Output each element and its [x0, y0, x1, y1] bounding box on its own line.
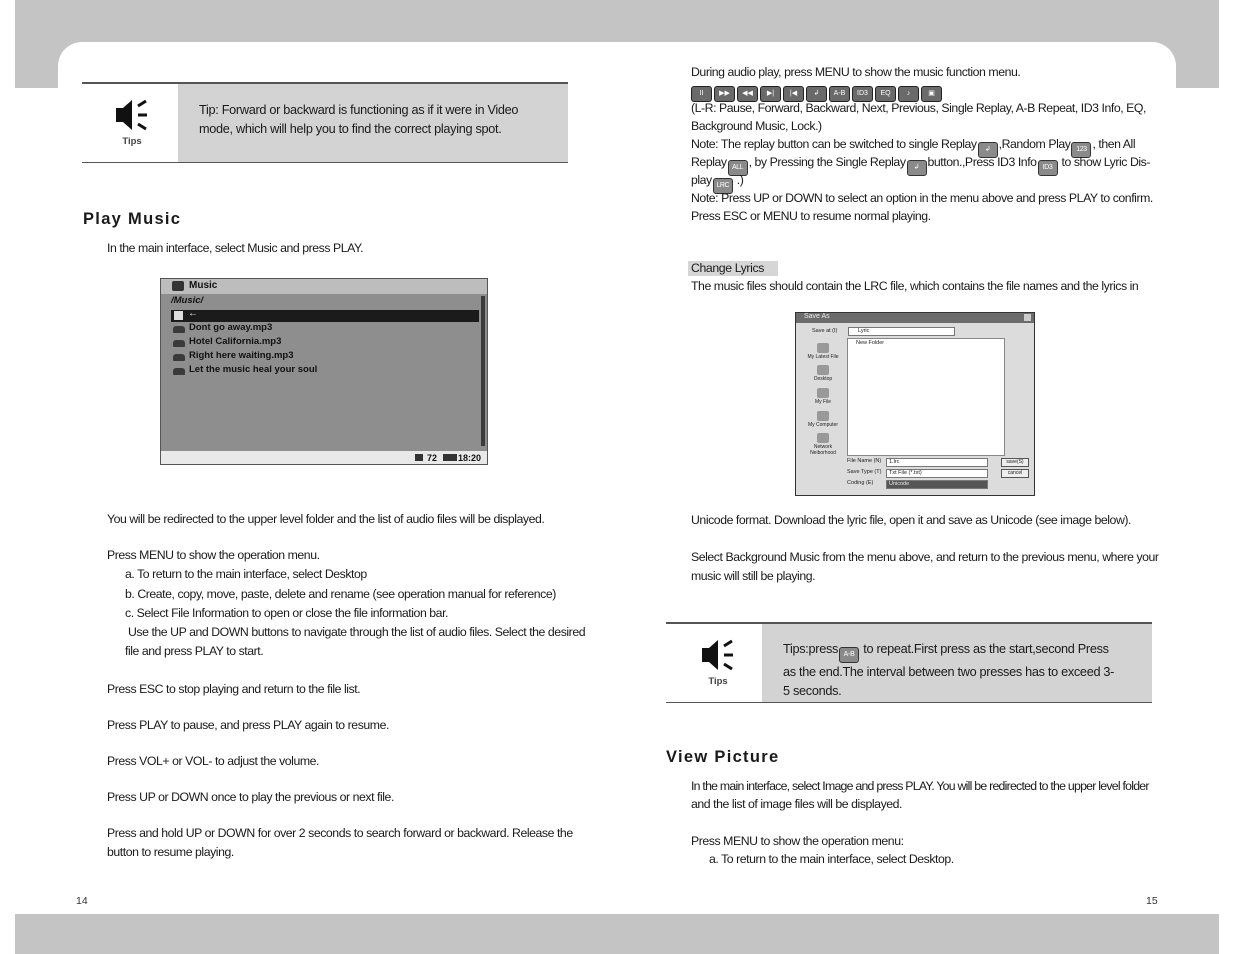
tip-text: [199, 101, 518, 139]
text-run: Tips:press: [783, 642, 839, 656]
coding-value: Unicode: [889, 481, 910, 487]
menu-item-c: c. Select File Information to open or close the file information bar.: [125, 606, 449, 620]
id3-info-icon: ID3: [1038, 160, 1058, 176]
volume-icon: [415, 454, 423, 461]
next-icon: ▶|: [760, 86, 781, 102]
text-run: ,Random Play: [998, 137, 1071, 151]
file-row: Right here waiting.mp3: [189, 350, 294, 361]
coding-label: Coding (E): [847, 480, 874, 486]
paragraph: file and press PLAY to start.: [125, 644, 264, 658]
paragraph: Background Music, Lock.): [691, 119, 822, 133]
tip-line-1: [783, 640, 1114, 663]
selected-row: [171, 310, 479, 322]
place-label: My Computer: [807, 422, 838, 428]
section-heading-view-picture: View Picture: [666, 748, 780, 766]
folder-up-icon: [174, 311, 183, 320]
file-name-value: 1.lrc: [889, 459, 900, 465]
paragraph: Press UP or DOWN once to play the previous or next file.: [107, 790, 394, 804]
menu-item-a: a. To return to the main interface, select Desktop: [125, 567, 367, 581]
single-replay-icon: ↲: [806, 86, 827, 102]
speaker-icon: [112, 96, 152, 147]
place-item: [803, 411, 843, 428]
single-replay-icon: ↲: [978, 142, 998, 158]
pause-icon: II: [691, 86, 712, 102]
audio-file-icon: [173, 326, 185, 333]
eq-icon: EQ: [875, 86, 896, 102]
place-item: [803, 433, 843, 456]
save-type-label: Save Type (T): [847, 469, 882, 475]
id3-info-icon: ID3: [852, 86, 873, 102]
file-name-field: [886, 458, 988, 467]
place-label: Desktop: [813, 376, 833, 382]
text-run: button.,Press ID3 Info: [927, 155, 1037, 169]
backward-icon: ◀◀: [737, 86, 758, 102]
place-item: [803, 365, 843, 382]
forward-icon: ▶▶: [714, 86, 735, 102]
text-run: .): [733, 173, 744, 187]
save-as-dialog-screenshot: [795, 312, 1035, 496]
paragraph: and the list of image files will be displayed.: [691, 797, 903, 811]
new-folder-item: New Folder: [856, 340, 885, 346]
text-run: , by Pressing the Single Replay: [748, 155, 906, 169]
recent-icon: [817, 343, 829, 353]
volume-readout: 72: [426, 453, 437, 463]
desktop-icon: [817, 365, 829, 375]
previous-icon: |◀: [783, 86, 804, 102]
paragraph: music will still be playing.: [691, 569, 816, 583]
paragraph: Note: Press UP or DOWN to select an option in the menu above and press PLAY to confirm.: [691, 191, 1153, 205]
place-label: My Latest File: [807, 354, 839, 360]
folder-value: Lyric: [858, 328, 870, 334]
scrollbar: [481, 296, 485, 446]
back-arrow-icon: ←: [188, 308, 198, 319]
paragraph: [691, 153, 1150, 176]
paragraph: Press and hold UP or DOWN for over 2 seconds to search forward or backward. Release the: [107, 826, 573, 840]
music-screenshot: [160, 278, 488, 465]
file-name-label: File Name (N): [847, 458, 882, 464]
text-run: to repeat.First press as the start,second Press: [860, 642, 1109, 656]
tip-line-2: as the end.The interval between two presses has to exceed 3-: [783, 665, 1115, 679]
paragraph: Press ESC to stop playing and return to the file list.: [107, 682, 361, 696]
paragraph: Press ESC or MENU to resume normal playing.: [691, 209, 931, 223]
network-icon: [817, 433, 829, 443]
file-list-area: [847, 338, 1005, 456]
place-item: [803, 388, 843, 405]
lrc-icon: LRC: [713, 178, 733, 194]
status-bar: [161, 451, 487, 464]
tip-line-3: 5 seconds.: [783, 684, 842, 698]
paragraph: Press MENU to show the operation menu:: [691, 834, 904, 848]
documents-icon: [817, 388, 829, 398]
place-label: My File: [814, 399, 832, 405]
change-lyrics-label: Change Lyrics: [688, 261, 778, 276]
save-in-label: Save at (I): [812, 328, 838, 334]
save-button: save(S): [1001, 458, 1029, 467]
time-readout: 18:20: [457, 453, 481, 463]
section-heading-play-music: Play Music: [83, 210, 182, 228]
audio-file-icon: [173, 340, 185, 347]
paragraph: (L-R: Pause, Forward, Backward, Next, Previous, Single Replay, A-B Repeat, ID3 Info, EQ,: [691, 101, 1146, 115]
tip-box: [82, 82, 568, 163]
text-run: Note: The replay button can be switched to single Replay: [691, 137, 977, 151]
place-item: [803, 343, 843, 360]
paragraph: The music files should contain the LRC file, which contains the file names and the lyrics in: [691, 279, 1139, 293]
paragraph: Press VOL+ or VOL- to adjust the volume.: [107, 754, 319, 768]
text-run: to show Lyric Dis-: [1058, 155, 1151, 169]
screenshot-path: /Music/: [171, 295, 204, 306]
place-label: Network Neiborhood: [810, 444, 836, 456]
paragraph: Unicode format. Download the lyric file, open it and save as Unicode (see image below).: [691, 513, 1131, 527]
music-note-icon: [172, 281, 184, 291]
speaker-glyph: [698, 636, 738, 676]
battery-icon: [443, 454, 457, 461]
tip-line-2: mode, which will help you to find the correct playing spot.: [199, 122, 502, 136]
file-row: Hotel California.mp3: [189, 336, 282, 347]
paragraph: Press MENU to show the operation menu.: [107, 548, 320, 562]
background-music-icon: ♪: [898, 86, 919, 102]
tip-box: [666, 622, 1152, 703]
paragraph: During audio play, press MENU to show the music function menu.: [691, 65, 1021, 79]
page-number-right: 15: [1146, 895, 1158, 907]
file-row: Let the music heal your soul: [189, 364, 318, 375]
text-run: Replay: [691, 155, 727, 169]
audio-file-icon: [173, 354, 185, 361]
text-run: play: [691, 173, 712, 187]
bottom-gray-band: [15, 914, 1219, 954]
all-replay-icon: ALL: [728, 160, 748, 176]
paragraph: In the main interface, select Music and press PLAY.: [107, 241, 364, 255]
tips-label: Tips: [708, 676, 728, 687]
paragraph: a. To return to the main interface, select Desktop.: [709, 852, 954, 866]
paragraph: button to resume playing.: [107, 845, 234, 859]
audio-file-icon: [173, 368, 185, 375]
paragraph: You will be redirected to the upper level folder and the list of audio files will be displayed.: [107, 512, 545, 526]
tip-text: [783, 640, 1114, 701]
screenshot-title: Music: [189, 280, 218, 291]
single-replay-icon: ↲: [907, 160, 927, 176]
random-play-icon: 123: [1071, 142, 1091, 158]
menu-item-b: b. Create, copy, move, paste, delete and rename (see operation manual for reference): [125, 587, 556, 601]
ab-repeat-icon: A-B: [839, 647, 859, 663]
text-run: , then All: [1092, 137, 1136, 151]
paragraph: Press PLAY to pause, and press PLAY again to resume.: [107, 718, 389, 732]
computer-icon: [817, 411, 829, 421]
cancel-button: cancel: [1001, 469, 1029, 478]
tip-line-1: Tip: Forward or backward is functioning as if it were in Video: [199, 103, 519, 117]
speaker-icon: [698, 636, 738, 687]
speaker-glyph: [112, 96, 152, 136]
paragraph: Use the UP and DOWN buttons to navigate through the list of audio files. Select the desired: [125, 625, 586, 639]
dialog-titlebar: [796, 313, 1034, 323]
save-type-value: Txt File (*.txt): [889, 470, 922, 476]
page-number-left: 14: [76, 895, 88, 907]
paragraph: Select Background Music from the menu above, and return to the previous menu, where your: [691, 550, 1159, 564]
paragraph: In the main interface, select Image and press PLAY. You will be redirected to the upper level folder: [691, 779, 1149, 793]
dialog-title: Save As: [804, 313, 830, 320]
tips-label: Tips: [122, 136, 142, 147]
file-row: Dont go away.mp3: [189, 322, 273, 333]
close-icon: [1024, 314, 1031, 321]
lock-icon: ▣: [921, 86, 942, 102]
ab-repeat-icon: A-B: [829, 86, 850, 102]
